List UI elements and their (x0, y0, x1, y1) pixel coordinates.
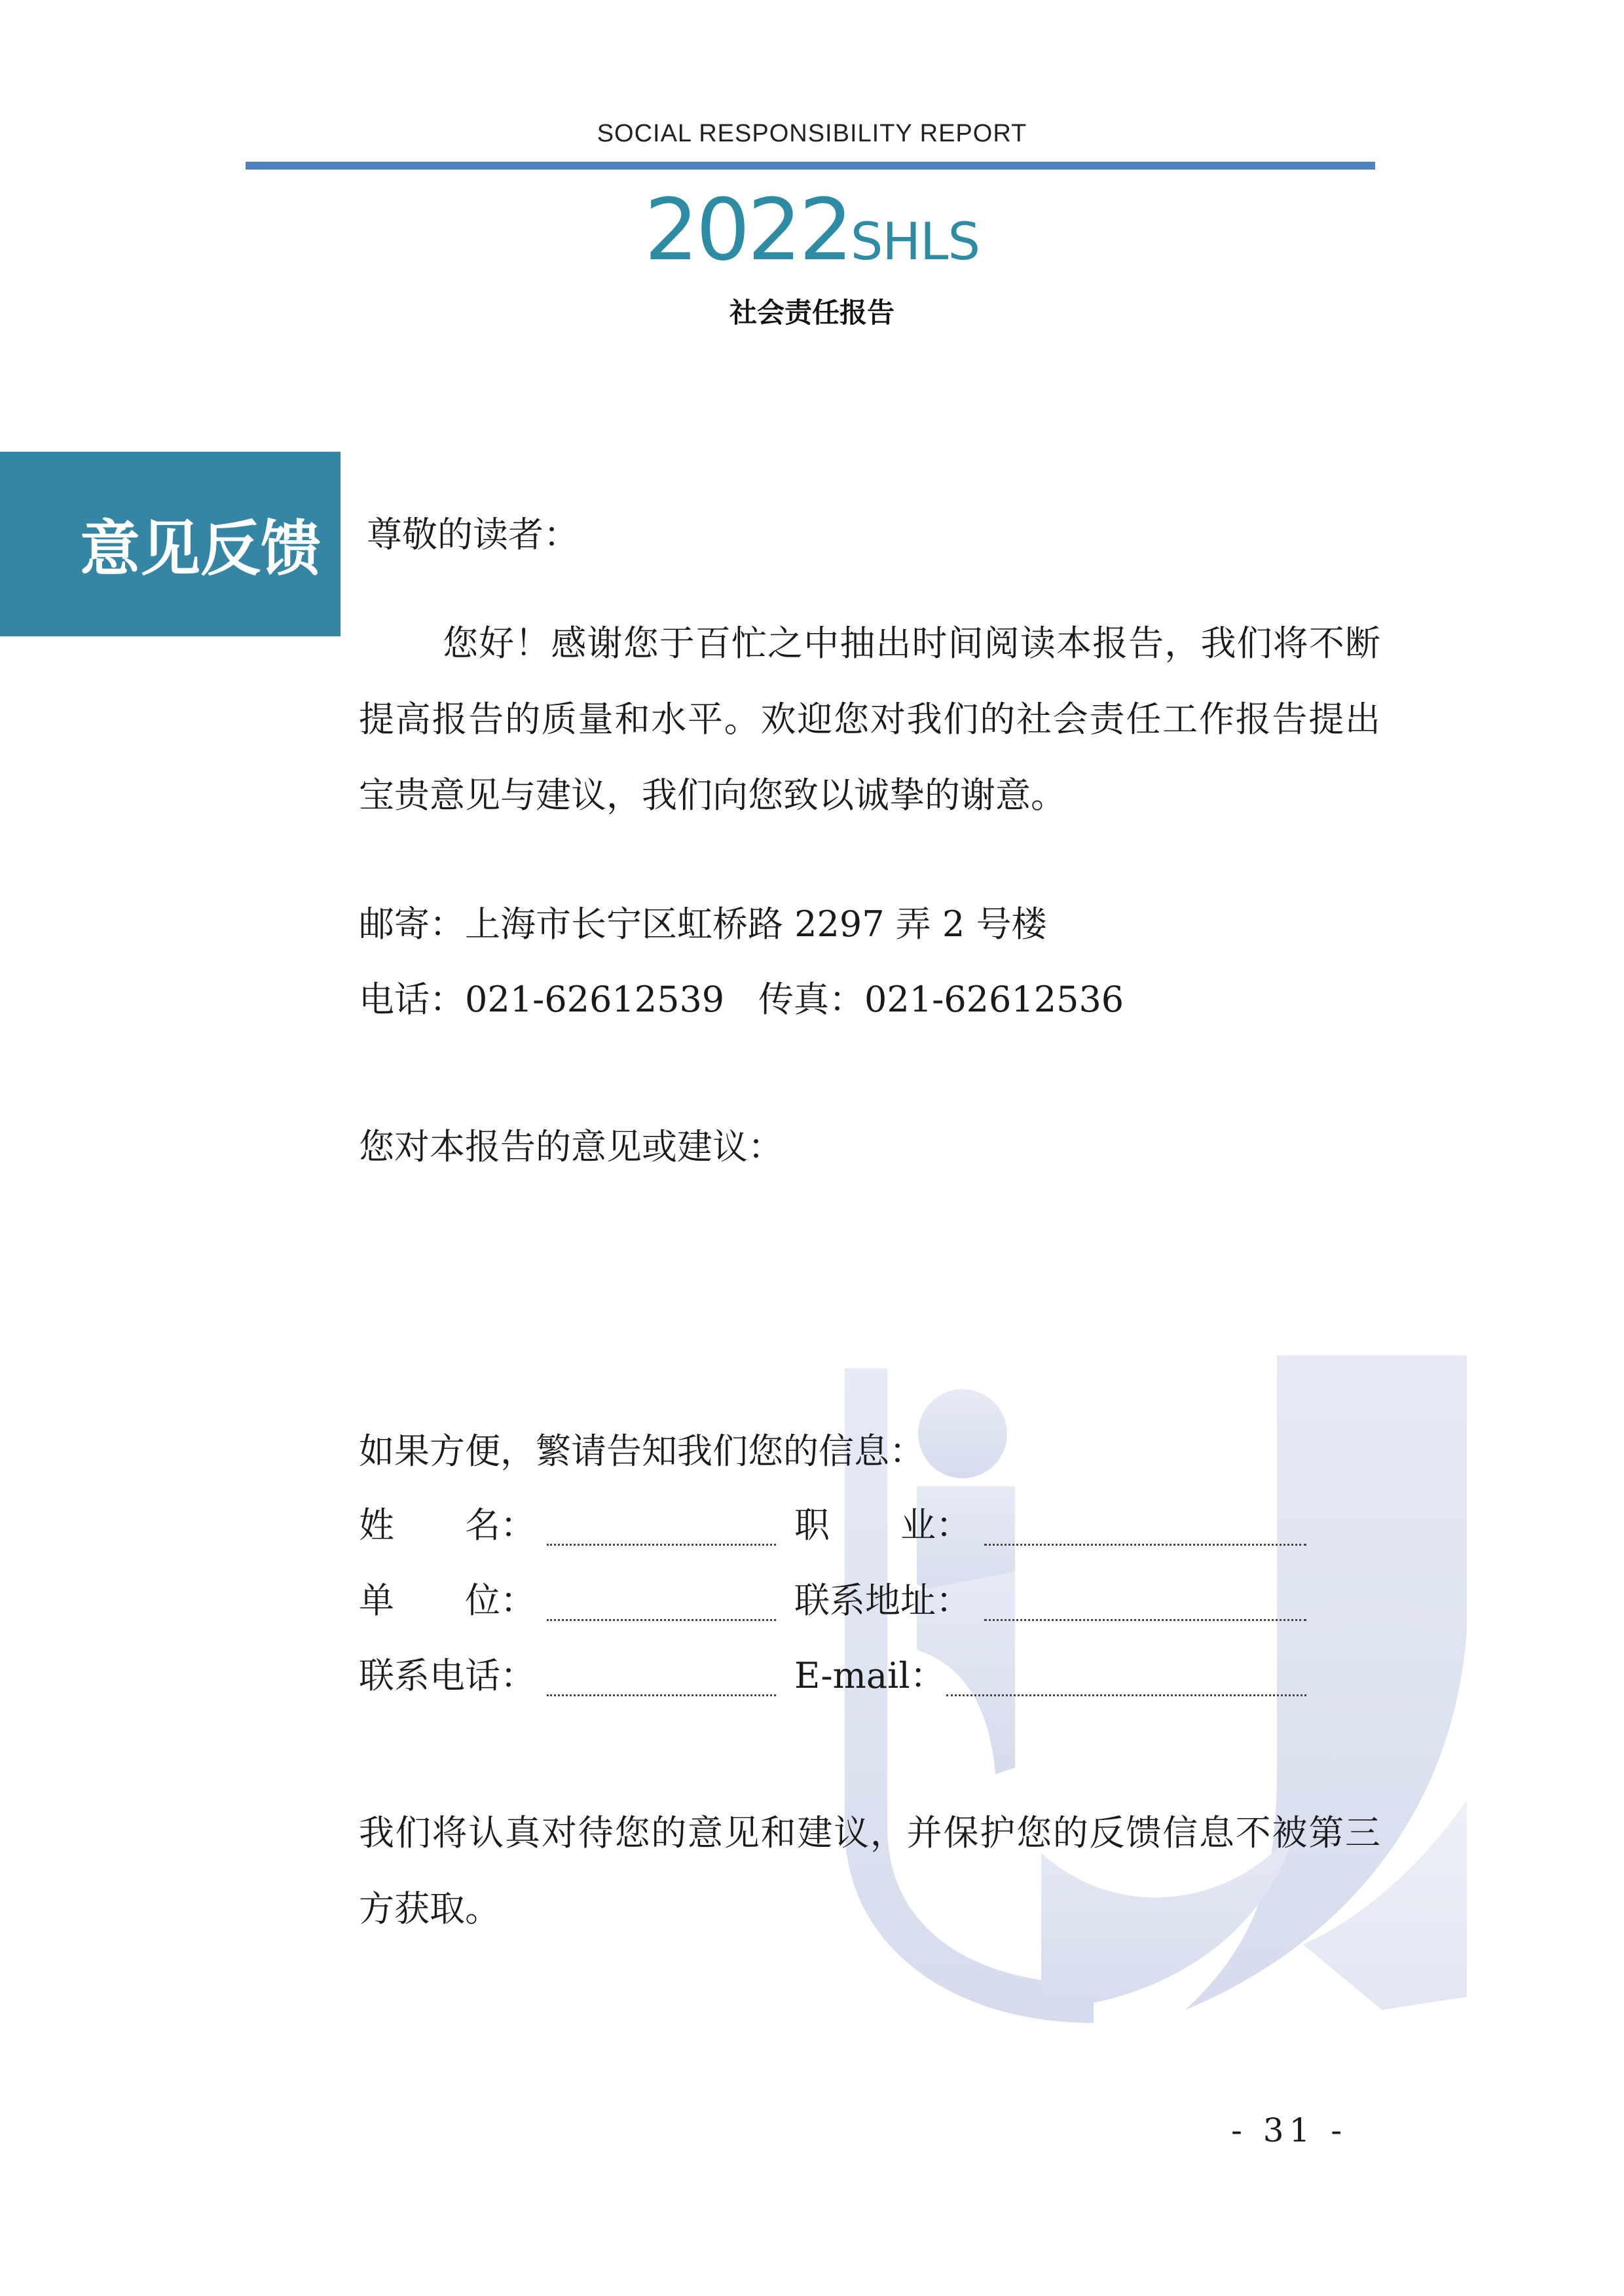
opinion-prompt: 您对本报告的意见或建议： (359, 1126, 783, 1167)
company-abbr: SHLS (850, 213, 980, 272)
job-label: 职 业： (794, 1504, 971, 1546)
contact-phone-field[interactable] (547, 1694, 776, 1696)
mailing-address: 邮寄：上海市长宁区虹桥路 2297 弄 2 号楼 (359, 903, 1047, 945)
report-subtitle: 社会责任报告 (729, 297, 895, 329)
email-field[interactable] (946, 1694, 1306, 1696)
org-field[interactable] (547, 1619, 776, 1621)
greeting: 尊敬的读者： (367, 514, 579, 555)
closing-statement: 我们将认真对待您的意见和建议，并保护您的反馈信息不被第三方获取。 (359, 1812, 1380, 1929)
contact-phone-label: 联系电话： (359, 1655, 536, 1696)
job-field[interactable] (984, 1544, 1306, 1546)
report-year: 2022 (644, 180, 851, 280)
page-number: - 31 - (1231, 2111, 1348, 2149)
header-rule (246, 162, 1375, 170)
section-title: 意见反馈 (79, 514, 321, 584)
name-field[interactable] (547, 1544, 776, 1546)
org-label: 单 位： (359, 1580, 536, 1621)
name-label: 姓 名： (359, 1504, 536, 1546)
report-label: SOCIAL RESPONSIBILITY REPORT (597, 120, 1027, 147)
fax-number: 传真：021-62612536 (758, 979, 1124, 1020)
address-label: 联系地址： (794, 1580, 971, 1621)
report-year-title (0, 180, 1624, 280)
intro-paragraph: 您好！感谢您于百忙之中抽出时间阅读本报告，我们将不断提高报告的质量和水平。欢迎您对我们的社会责任工作报告提出宝贵意见与建议，我们向您致以诚挚的谢意。 (359, 623, 1380, 816)
address-field[interactable] (984, 1619, 1306, 1621)
section-title-tab (0, 452, 341, 636)
info-form-prompt: 如果方便，繁请告知我们您的信息： (359, 1430, 925, 1472)
email-label: E-mail： (794, 1655, 946, 1696)
phone-number: 电话：021-62612539 (359, 979, 725, 1020)
